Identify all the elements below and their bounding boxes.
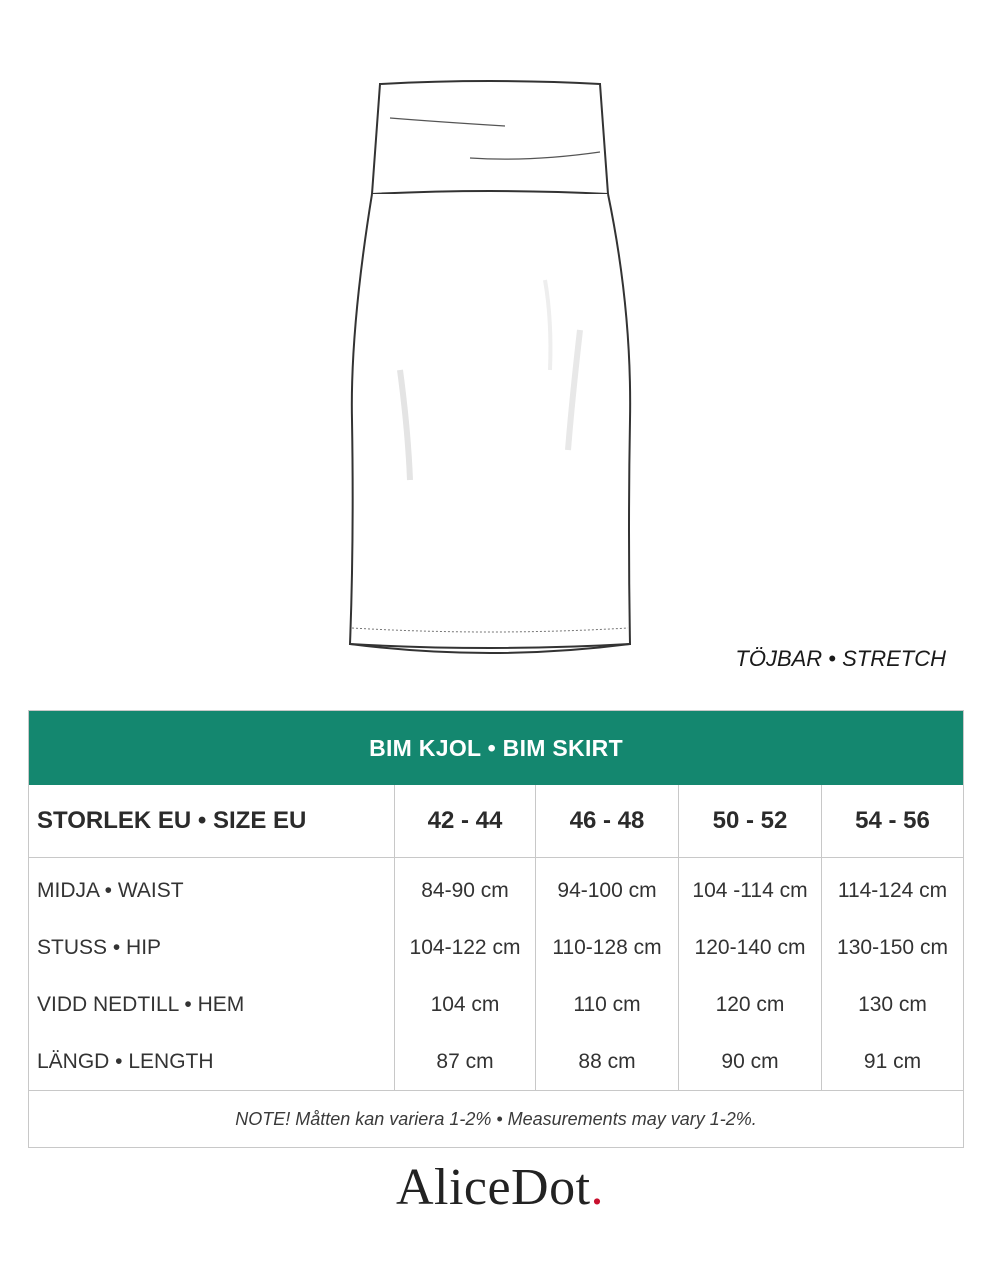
brand-name: AliceDot	[395, 1159, 591, 1216]
skirt-illustration	[330, 70, 650, 660]
size-header-label: STORLEK EU • SIZE EU	[29, 785, 395, 858]
cell-value: 84-90 cm	[395, 858, 536, 920]
stretch-label: TÖJBAR • STRETCH	[735, 646, 946, 671]
measurement-note: NOTE! Måtten kan variera 1-2% • Measurements may vary 1-2%.	[29, 1091, 964, 1148]
cell-value: 90 cm	[679, 1033, 822, 1091]
row-label: MIDJA • WAIST	[37, 878, 184, 902]
size-chart-table	[28, 710, 964, 1148]
cell-value: 130 cm	[822, 976, 964, 1033]
cell-value: 104 -114 cm	[679, 858, 822, 920]
cell-value: 104-122 cm	[395, 919, 536, 976]
table-title: BIM KJOL • BIM SKIRT	[29, 711, 964, 786]
size-header-row	[29, 785, 964, 858]
size-column-header: 50 - 52	[679, 785, 822, 858]
cell-value: 110 cm	[536, 976, 679, 1033]
table-row	[29, 1033, 964, 1091]
cell-value: 130-150 cm	[822, 919, 964, 976]
table-row	[29, 919, 964, 976]
size-column-header: 54 - 56	[822, 785, 964, 858]
cell-value: 94-100 cm	[536, 858, 679, 920]
row-label: VIDD NEDTILL • HEM	[37, 992, 245, 1016]
cell-value: 88 cm	[536, 1033, 679, 1091]
size-column-header: 42 - 44	[395, 785, 536, 858]
row-label: LÄNGD • LENGTH	[37, 1049, 214, 1073]
table-row	[29, 976, 964, 1033]
cell-value: 110-128 cm	[536, 919, 679, 976]
size-column-header: 46 - 48	[536, 785, 679, 858]
cell-value: 104 cm	[395, 976, 536, 1033]
cell-value: 120 cm	[679, 976, 822, 1033]
cell-value: 120-140 cm	[679, 919, 822, 976]
cell-value: 114-124 cm	[822, 858, 964, 920]
table-title-row	[29, 711, 964, 786]
table-row	[29, 858, 964, 920]
cell-value: 91 cm	[822, 1033, 964, 1091]
cell-value: 87 cm	[395, 1033, 536, 1091]
brand-dot: .	[590, 1159, 605, 1216]
row-label: STUSS • HIP	[37, 935, 162, 959]
brand-logo	[0, 1158, 1000, 1217]
note-row	[29, 1091, 964, 1148]
